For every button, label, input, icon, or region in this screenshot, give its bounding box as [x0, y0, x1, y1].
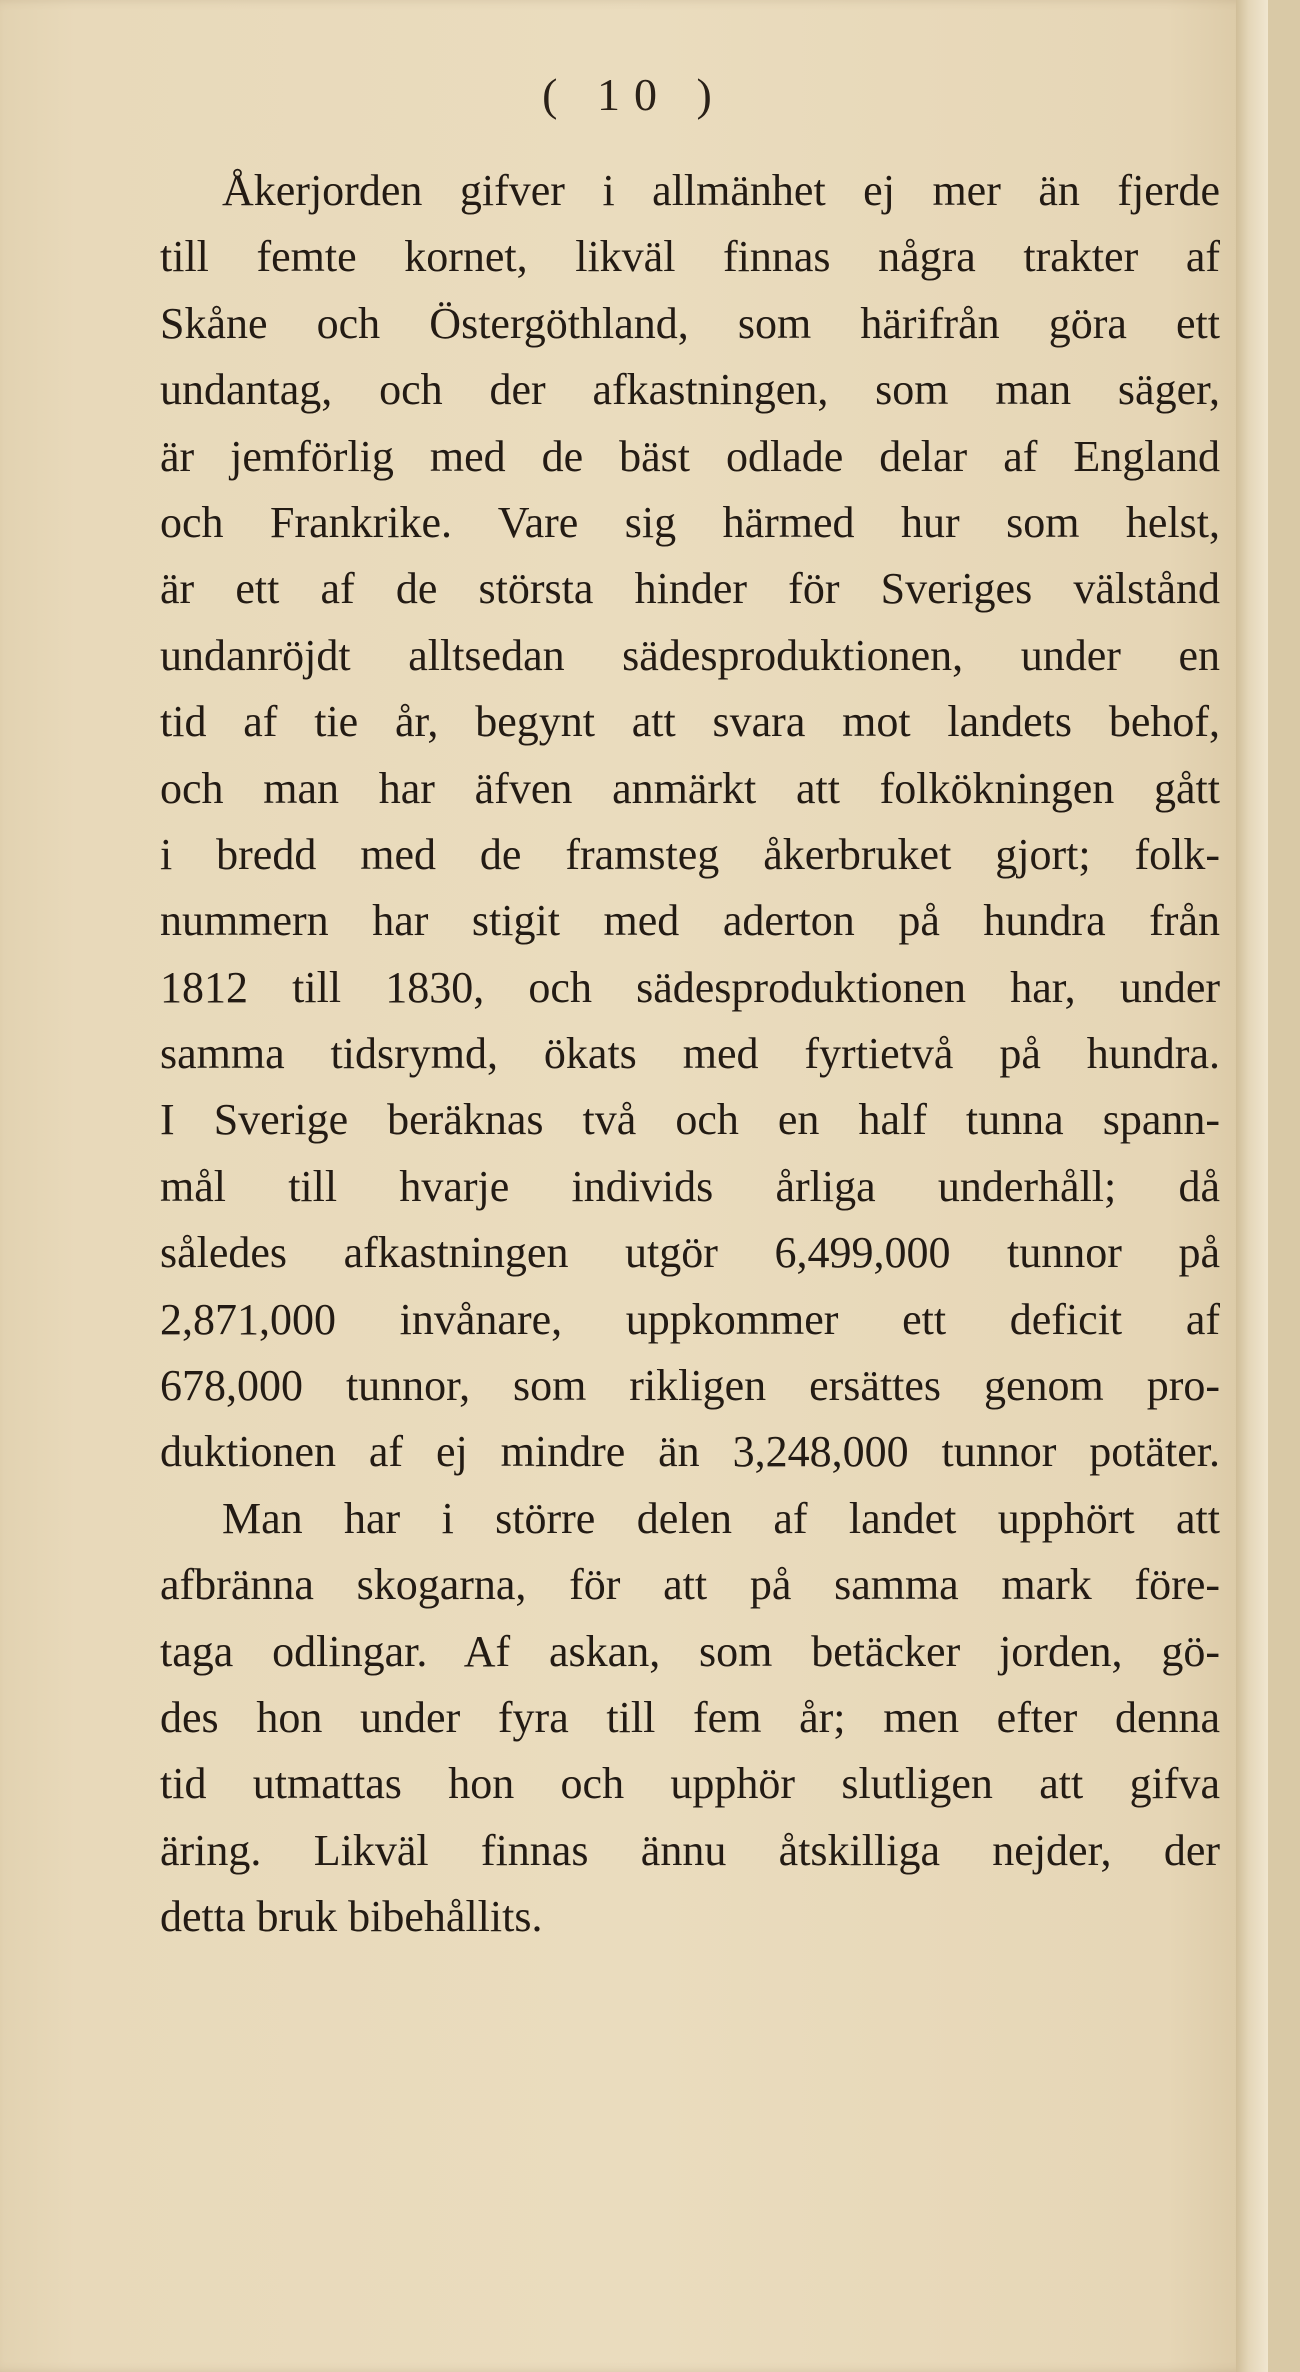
page-number: ( 10 ): [542, 69, 726, 120]
text-line: detta bruk bibehållits.: [160, 1892, 543, 1942]
text-line: samma tidsrymd, ökats med fyrtietvå på hundra.: [160, 1029, 1220, 1079]
text-line: Åkerjorden gifver i allmänhet ej mer än fjerde: [222, 166, 1220, 215]
text-line: taga odlingar. Af askan, som betäcker jorden, gö-: [160, 1626, 1220, 1676]
text-line: således afkastningen utgör 6,499,000 tunnor på: [160, 1228, 1220, 1278]
text-line: 1812 till 1830, och sädesproduktionen har, under: [160, 962, 1220, 1012]
text-line: och man har äfven anmärkt att folkökningen gått: [160, 763, 1220, 813]
body-text: [160, 158, 1220, 1951]
text-line: duktionen af ej mindre än 3,248,000 tunnor potäter.: [160, 1427, 1220, 1477]
text-line: och Frankrike. Vare sig härmed hur som helst,: [160, 497, 1220, 547]
text-line: till femte kornet, likväl finnas några trakter af: [160, 232, 1220, 282]
text-line: nummern har stigit med aderton på hundra från: [160, 896, 1220, 946]
text-line: undanröjdt alltsedan sädesproduktionen, under en: [160, 630, 1220, 680]
text-line: tid utmattas hon och upphör slutligen att gifva: [160, 1759, 1220, 1809]
text-line: i bredd med de framsteg åkerbruket gjort; folk-: [160, 829, 1220, 879]
text-line: är ett af de största hinder för Sveriges välstånd: [160, 564, 1220, 614]
text-line: är jemförlig med de bäst odlade delar af England: [160, 431, 1220, 481]
text-line: 678,000 tunnor, som rikligen ersättes genom pro-: [160, 1361, 1220, 1411]
text-line: 2,871,000 invånare, uppkommer ett deficit af: [160, 1294, 1220, 1344]
text-line: Skåne och Östergöthland, som härifrån göra ett: [160, 298, 1220, 348]
text-line: mål till hvarje individs årliga underhåll; då: [160, 1161, 1220, 1211]
text-line: des hon under fyra till fem år; men efter denna: [160, 1692, 1220, 1742]
text-line: tid af tie år, begynt att svara mot landets behof,: [160, 697, 1220, 747]
text-line: äring. Likväl finnas ännu åtskilliga nejder, der: [160, 1825, 1220, 1875]
text-line: I Sverige beräknas två och en half tunna spann-: [160, 1095, 1220, 1145]
page-edge: [1236, 0, 1268, 2372]
text-line: afbränna skogarna, för att på samma mark före-: [160, 1560, 1220, 1610]
text-line: Man har i större delen af landet upphört att: [222, 1493, 1220, 1543]
text-line: undantag, och der afkastningen, som man säger,: [160, 365, 1220, 415]
